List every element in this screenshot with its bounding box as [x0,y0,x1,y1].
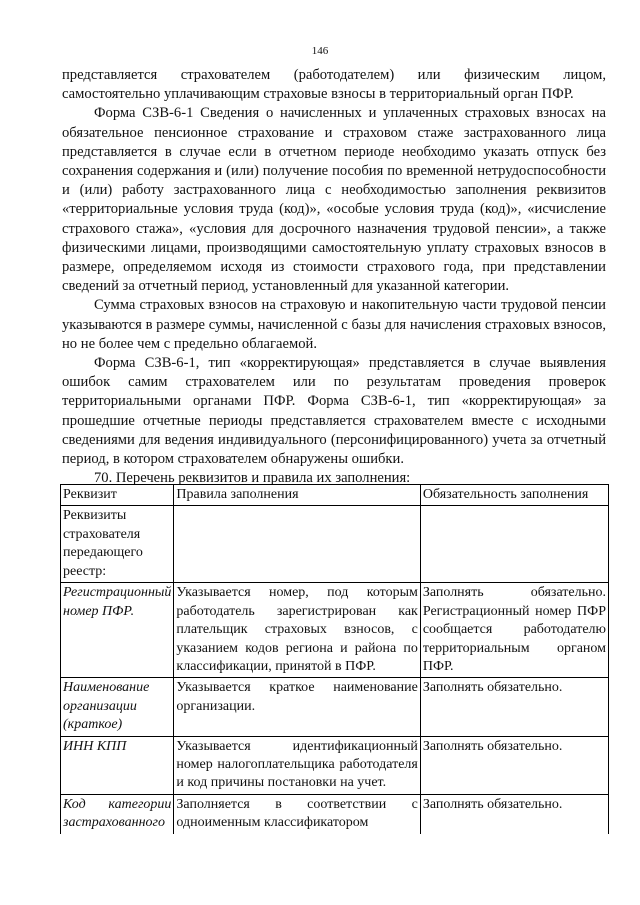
row-required: Заполнять обязательно. [420,794,608,833]
row-field: Наименование организации (краткое) [61,678,174,736]
table-row [61,794,609,833]
row-required: Заполнять обязательно. [420,678,608,736]
table-header-row [61,485,609,506]
table-row [61,583,609,678]
body-text [62,66,606,488]
empty-cell [420,506,608,583]
paragraph-contribution-amount: Сумма страховых взносов на страховую и накопительную части трудовой пенсии указываются в размере суммы, начисленной с базы для начисления страховых взносов, но не более чем с предельно облагаемой. [62,297,606,352]
row-field: ИНН КПП [61,736,174,794]
row-rule: Указывается идентификационный номер налогоплательщика работодателя и код причины постановки на учет. [174,736,420,794]
row-required: Заполнять обязательно. [420,736,608,794]
table-section-row [61,506,609,583]
row-rule: Указывается номер, под которым работодатель зарегистрирован как плательщик страховых взносов, с указанием кодов региона и района по классификации, принятой в ПФР. [174,583,420,678]
paragraph-continuation: представляется страхователем (работодателем) или физическим лицом, самостоятельно уплачивающим страховые взносы в территориальный орган ПФР. [62,67,606,103]
table-row [61,736,609,794]
row-rule: Заполняется в соответствии с одноименным классификатором [174,794,420,833]
empty-cell [174,506,420,583]
row-rule: Указывается краткое наименование организации. [174,678,420,736]
row-field: Регистрационный номер ПФР. [61,583,174,678]
page-number: 146 [311,45,329,57]
header-rules: Правила заполнения [174,485,420,506]
paragraph-szv-form-description: Форма СЗВ-6-1 Сведения о начисленных и уплаченных страховых взносах на обязательное пенсионное страхование и страховом стаже застрахованного лица представляется в случае если в отчетном периоде необходимо указать отпуск без сохранения содержания и (или) получение пособия по временной нетрудоспособности и (или) работу застрахованного лица с необходимостью заполнения реквизитов «территориальные условия труда (код)», «особые условия труда (код)», «исчисление страхового стажа», «условия для досрочного назначения трудовой пенсии», а также физическими лицами, производящими самостоятельную уплату страховых взносов в размере, определяемом исходя из стоимости страхового года, при представлении сведений за отчетный период, установленный для указанной категории. [62,105,606,295]
row-field: Код категории застрахованного [61,794,174,833]
table-row [61,678,609,736]
paragraph-section-heading: 70. Перечень реквизитов и правила их заполнения: [94,470,411,487]
header-field: Реквизит [61,485,174,506]
header-required: Обязательность заполнения [420,485,608,506]
paragraph-corrective-form: Форма СЗВ-6-1, тип «корректирующая» представляется в случае выявления ошибок самим страхователем или по результатам проведения проверок территориальными органами ПФР. Форма СЗВ-6-1, тип «корректирующая» за прошедшие отчетные периоды представляется страхователем вместе с исходными сведениями для ведения индивидуального (персонифицированного) учета за отчетный период, в котором страхователем обнаружены ошибки. [62,355,606,468]
requisites-table [60,484,609,834]
row-required: Заполнять обязательно. Регистрационный номер ПФР сообщается работодателю территориальным органом ПФР. [420,583,608,678]
section-title: Реквизиты страхователя передающего реестр: [61,506,174,583]
